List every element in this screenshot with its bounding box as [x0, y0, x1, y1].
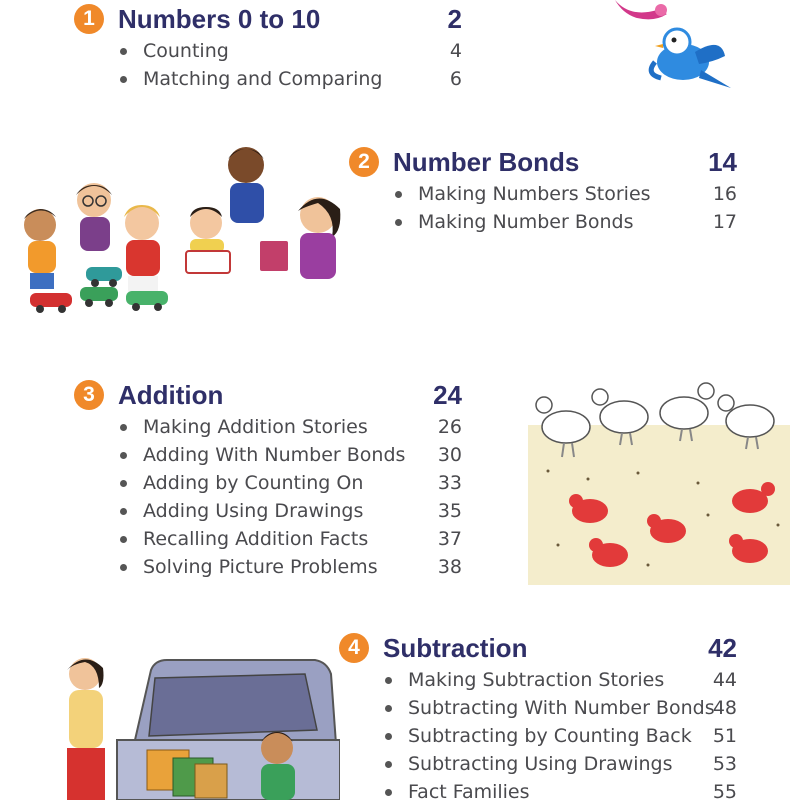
- subtopic-item[interactable]: [339, 695, 737, 723]
- chapter-title: Addition: [118, 380, 224, 410]
- bullet-icon: [395, 191, 402, 198]
- bullet-icon: [120, 564, 127, 571]
- bullet-icon: [120, 480, 127, 487]
- chapter-heading[interactable]: [74, 2, 462, 38]
- subtopic-title: Adding by Counting On: [143, 472, 364, 494]
- chapter-title: Number Bonds: [393, 147, 580, 177]
- bullet-icon: [120, 48, 127, 55]
- subtopic-item[interactable]: [74, 38, 462, 66]
- chapter-2: [349, 145, 737, 237]
- children-playing-illustration: [10, 145, 350, 320]
- subtopic-page-number: 38: [437, 556, 462, 578]
- subtopic-title: Making Numbers Stories: [418, 183, 651, 205]
- bullet-icon: [385, 761, 392, 768]
- chapter-number-badge: 4: [339, 633, 369, 663]
- subtopic-item[interactable]: [339, 667, 737, 695]
- chapter-title: Subtraction: [383, 633, 528, 663]
- subtopic-page-number: 33: [437, 472, 462, 494]
- bullet-icon: [120, 452, 127, 459]
- subtopic-page-number: 51: [712, 725, 737, 747]
- subtopic-title: Making Addition Stories: [143, 416, 368, 438]
- subtopic-item[interactable]: [74, 554, 462, 582]
- subtopic-item[interactable]: [339, 779, 737, 807]
- subtopic-title: Subtracting by Counting Back: [408, 725, 692, 747]
- subtopic-title: Making Subtraction Stories: [408, 669, 665, 691]
- subtopic-title: Matching and Comparing: [143, 68, 383, 90]
- chapter-heading[interactable]: [74, 378, 462, 414]
- subtopic-list: [349, 181, 737, 237]
- subtopic-page-number: 6: [449, 68, 462, 90]
- car-trunk-family-illustration: [55, 640, 340, 800]
- hens-and-chicks-illustration: [528, 375, 790, 585]
- subtopic-page-number: 30: [437, 444, 462, 466]
- subtopic-title: Solving Picture Problems: [143, 556, 378, 578]
- bullet-icon: [120, 424, 127, 431]
- chapter-title: Numbers 0 to 10: [118, 4, 321, 34]
- subtopic-page-number: 55: [712, 781, 737, 803]
- chapter-heading[interactable]: [349, 145, 737, 181]
- subtopic-title: Subtracting With Number Bonds: [408, 697, 715, 719]
- subtopic-item[interactable]: [74, 526, 462, 554]
- subtopic-title: Subtracting Using Drawings: [408, 753, 673, 775]
- subtopic-list: [74, 414, 462, 582]
- subtopic-page-number: 35: [437, 500, 462, 522]
- bullet-icon: [385, 705, 392, 712]
- subtopic-page-number: 17: [712, 211, 737, 233]
- subtopic-item[interactable]: [339, 751, 737, 779]
- subtopic-title: Making Number Bonds: [418, 211, 634, 233]
- subtopic-item[interactable]: [74, 498, 462, 526]
- subtopic-list: [339, 667, 737, 807]
- chapter-page-number: 2: [447, 4, 462, 34]
- bullet-icon: [120, 76, 127, 83]
- bullet-icon: [120, 536, 127, 543]
- chapter-number-badge: 3: [74, 380, 104, 410]
- subtopic-item[interactable]: [349, 181, 737, 209]
- subtopic-title: Adding With Number Bonds: [143, 444, 406, 466]
- subtopic-page-number: 53: [712, 753, 737, 775]
- chapter-page-number: 24: [433, 380, 462, 410]
- chapter-page-number: 14: [708, 147, 737, 177]
- subtopic-item[interactable]: [339, 723, 737, 751]
- subtopic-title: Adding Using Drawings: [143, 500, 364, 522]
- subtopic-page-number: 26: [437, 416, 462, 438]
- subtopic-page-number: 48: [712, 697, 737, 719]
- chapter-heading[interactable]: [339, 631, 737, 667]
- chapter-3: [74, 378, 462, 582]
- bullet-icon: [385, 789, 392, 796]
- subtopic-page-number: 4: [449, 40, 462, 62]
- bullet-icon: [385, 733, 392, 740]
- subtopic-item[interactable]: [74, 66, 462, 94]
- flying-birds-illustration: [595, 0, 745, 100]
- subtopic-item[interactable]: [74, 414, 462, 442]
- chapter-number-badge: 2: [349, 147, 379, 177]
- subtopic-item[interactable]: [349, 209, 737, 237]
- chapter-1: [74, 2, 462, 94]
- subtopic-page-number: 37: [437, 528, 462, 550]
- bullet-icon: [395, 219, 402, 226]
- chapter-page-number: 42: [708, 633, 737, 663]
- chapter-4: [339, 631, 737, 807]
- subtopic-title: Counting: [143, 40, 229, 62]
- subtopic-page-number: 16: [712, 183, 737, 205]
- bullet-icon: [120, 508, 127, 515]
- subtopic-item[interactable]: [74, 442, 462, 470]
- subtopic-title: Fact Families: [408, 781, 530, 803]
- subtopic-page-number: 44: [712, 669, 737, 691]
- subtopic-list: [74, 38, 462, 94]
- subtopic-item[interactable]: [74, 470, 462, 498]
- subtopic-title: Recalling Addition Facts: [143, 528, 369, 550]
- chapter-number-badge: 1: [74, 4, 104, 34]
- bullet-icon: [385, 677, 392, 684]
